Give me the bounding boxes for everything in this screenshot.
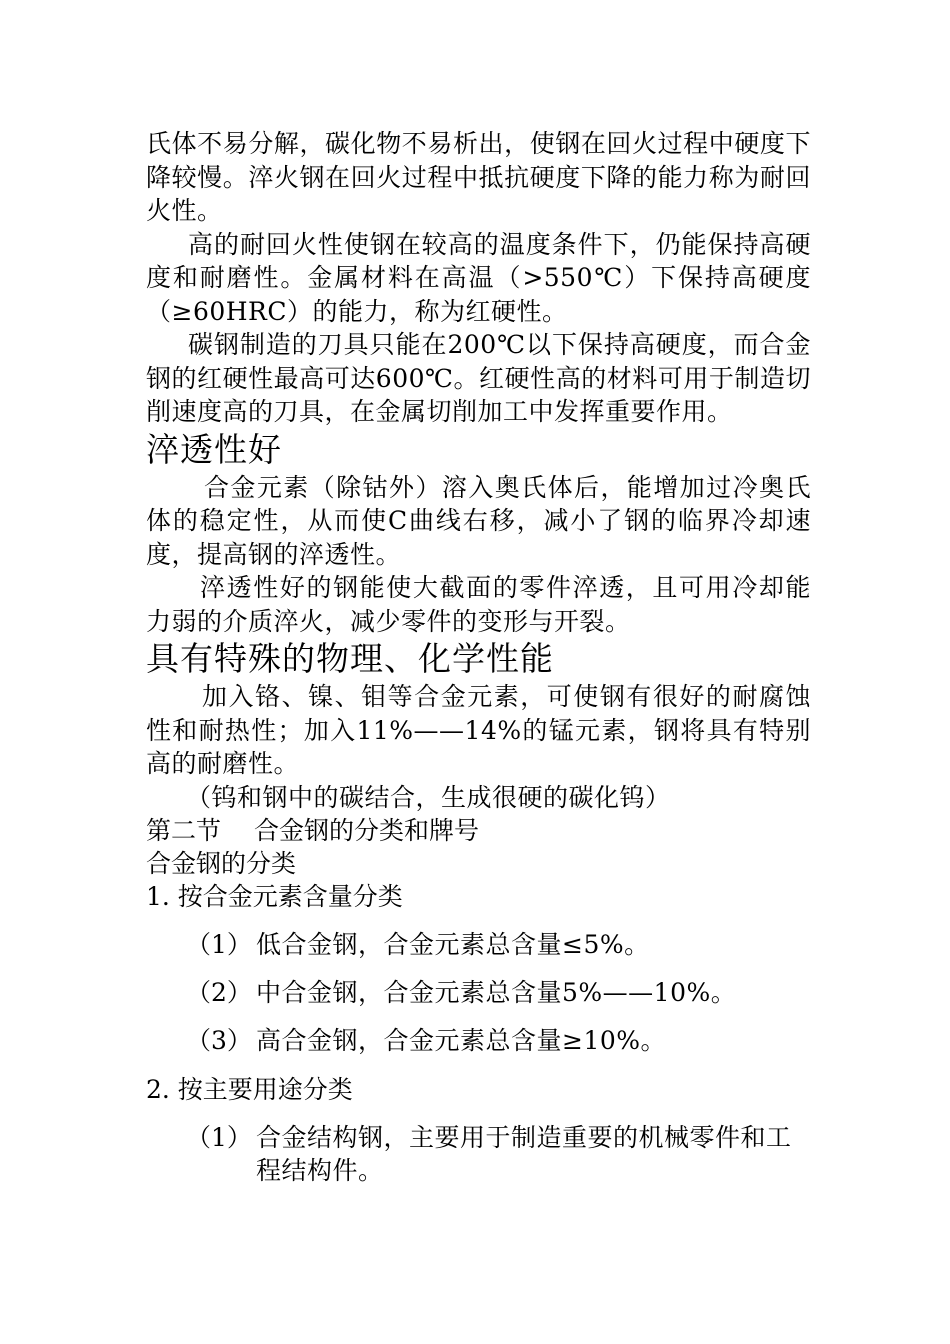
section-title: 第二节 合金钢的分类和牌号 xyxy=(146,816,479,845)
paragraph-special-2: （钨和钢中的碳结合，生成很硬的碳化钨） xyxy=(186,782,671,812)
list-item-number: （3） xyxy=(186,1026,252,1055)
paragraph-special-1: 加入铬、镍、钼等合金元素，可使钢有很好的耐腐蚀性和耐热性；加入11%——14%的锰元素，钢将具有特别高的耐磨性。 xyxy=(146,682,811,778)
list-item-text: 中合金钢，合金元素总含量5%——10%。 xyxy=(256,978,737,1007)
heading-hardenability: 淬透性好 xyxy=(146,429,282,469)
list-item-number: （1） xyxy=(186,930,252,959)
list-item-text: 低合金钢，合金元素总含量≤5%。 xyxy=(256,930,650,959)
list-item-number: （2） xyxy=(186,978,252,1007)
document-page xyxy=(146,127,811,1187)
list-item-text: 合金结构钢，主要用于制造重要的机械零件和工程结构件。 xyxy=(256,1123,792,1185)
list-item xyxy=(146,928,811,961)
list-item xyxy=(146,1024,811,1057)
list-item-number: （1） xyxy=(186,1123,252,1152)
heading-special-properties: 具有特殊的物理、化学性能 xyxy=(146,639,554,678)
paragraph-hardenability-1: 合金元素（除钴外）溶入奥氏体后，能增加过冷奥氏体的稳定性，从而使C曲线右移，减小了钢的临界冷却速度，提高钢的淬透性。 xyxy=(146,472,811,569)
category-title-usage: 2. 按主要用途分类 xyxy=(146,1075,353,1104)
subsection-title: 合金钢的分类 xyxy=(146,849,297,878)
paragraph-temper-resistance: 氏体不易分解，碳化物不易析出，使钢在回火过程中硬度下降较慢。淬火钢在回火过程中抵抗硬度下降的能力称为耐回火性。 xyxy=(146,129,811,225)
paragraph-red-hardness: 高的耐回火性使钢在较高的温度条件下，仍能保持高硬度和耐磨性。金属材料在高温（>550℃）下保持高硬度（≥60HRC）的能力，称为红硬性。 xyxy=(146,229,811,326)
list-item xyxy=(146,976,811,1009)
list-item xyxy=(146,1121,811,1187)
list-item-text: 高合金钢，合金元素总含量≥10%。 xyxy=(256,1026,667,1055)
paragraph-hardenability-2: 淬透性好的钢能使大截面的零件淬透，且可用冷却能力弱的介质淬火，减少零件的变形与开裂。 xyxy=(146,573,811,636)
category-title-content: 1. 按合金元素含量分类 xyxy=(146,882,403,911)
paragraph-cutting-tools: 碳钢制造的刀具只能在200℃以下保持高硬度，而合金钢的红硬性最高可达600℃。红硬性高的材料可用于制造切削速度高的刀具，在金属切削加工中发挥重要作用。 xyxy=(146,330,811,426)
